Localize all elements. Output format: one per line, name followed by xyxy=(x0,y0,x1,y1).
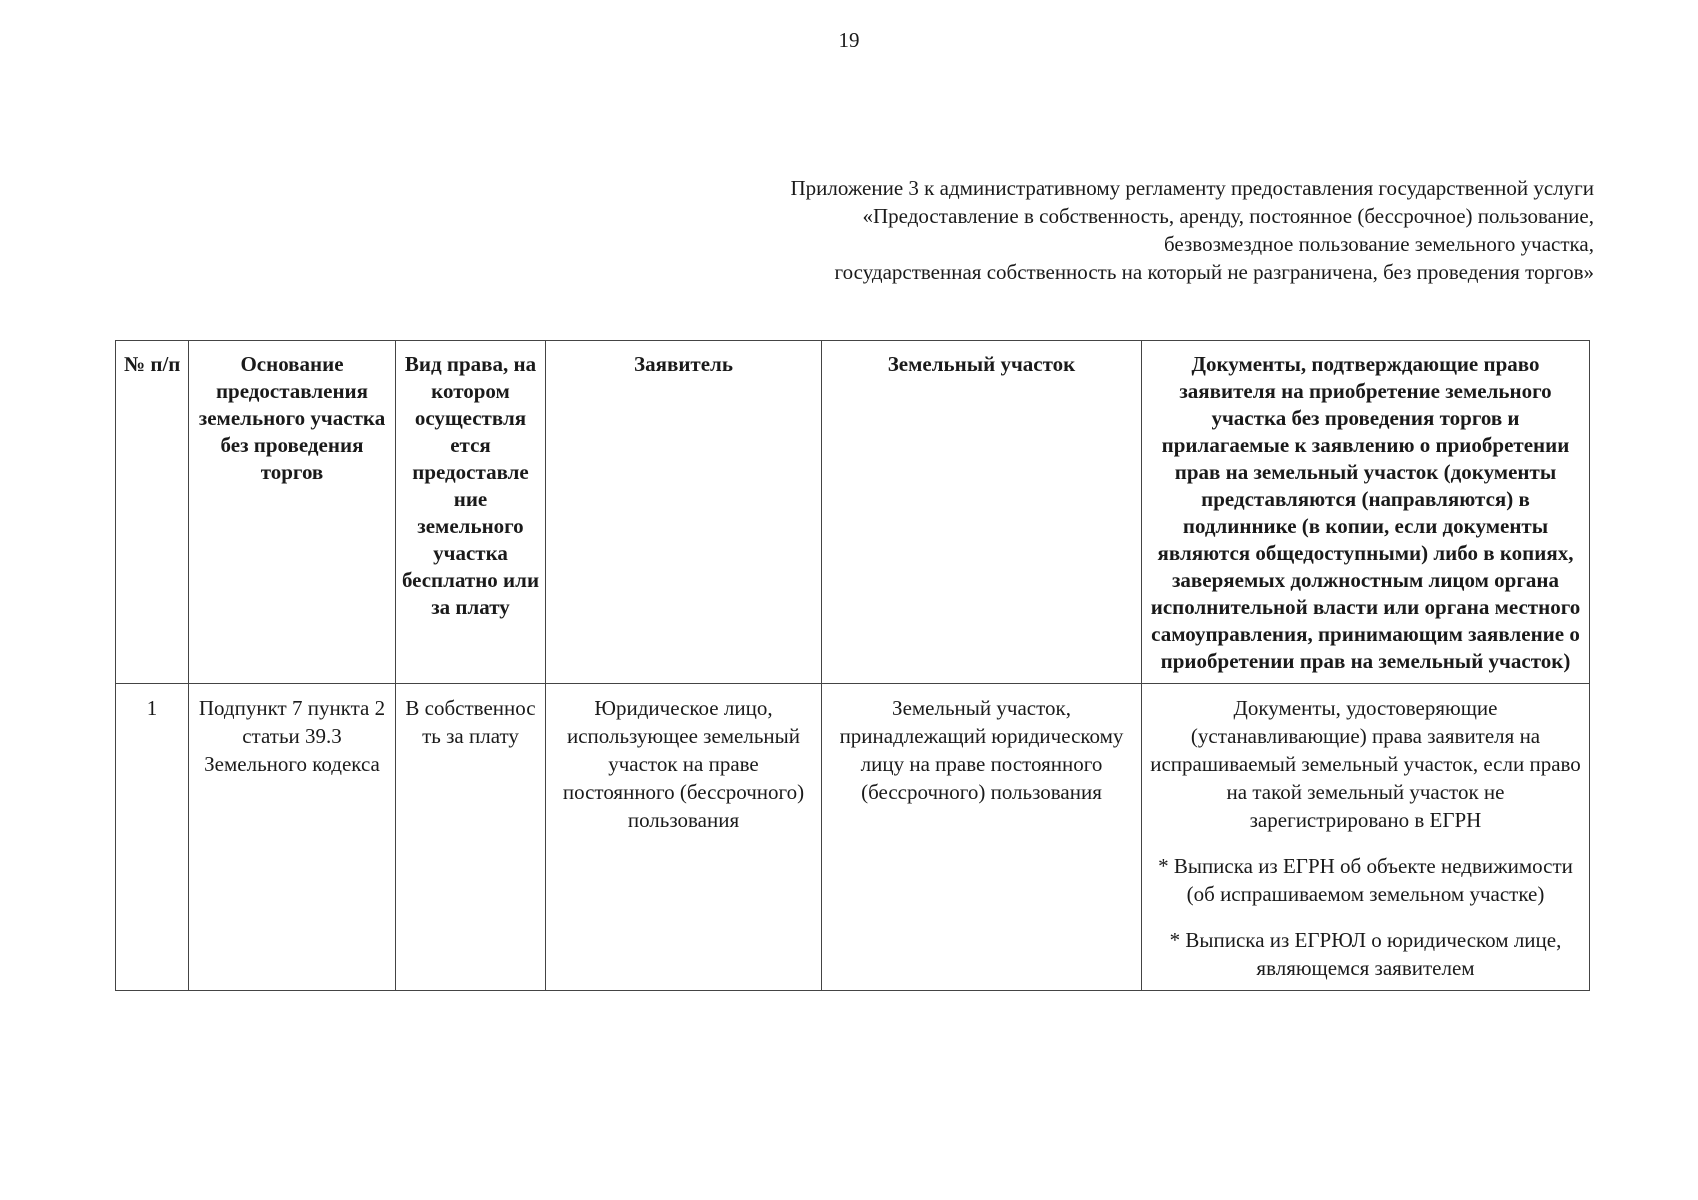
cell-applicant: Юридическое лицо, использующее земельный участок на праве постоянного (бессрочного) пользования xyxy=(546,684,822,991)
appendix-line: Приложение 3 к административному регламенту предоставления государственной услуги xyxy=(790,176,1594,200)
document-item: * Выписка из ЕГРН об объекте недвижимости (об испрашиваемом земельном участке) xyxy=(1158,854,1573,906)
header-right-type: Вид права, на котором осуществля ется предоставле ние земельного участка бесплатно или за плату xyxy=(396,341,546,684)
appendix-line: государственная собственность на который не разграничена, без проведения торгов» xyxy=(834,260,1594,284)
document-item: * Выписка из ЕГРЮЛ о юридическом лице, являющемся заявителем xyxy=(1169,928,1562,980)
page-number: 19 xyxy=(838,28,860,52)
services-table xyxy=(115,340,1590,991)
table-header-row xyxy=(116,341,1590,684)
header-basis: Основание предоставления земельного участка без проведения торгов xyxy=(189,341,396,684)
header-land-plot: Земельный участок xyxy=(822,341,1142,684)
header-applicant: Заявитель xyxy=(546,341,822,684)
cell-right-type: В собственнос ть за плату xyxy=(396,684,546,991)
cell-number: 1 xyxy=(116,684,189,991)
cell-land-plot: Земельный участок, принадлежащий юридическому лицу на праве постоянного (бессрочного) пользования xyxy=(822,684,1142,991)
cell-basis: Подпункт 7 пункта 2 статьи 39.3 Земельного кодекса xyxy=(189,684,396,991)
header-number: № п/п xyxy=(116,341,189,684)
header-documents: Документы, подтверждающие право заявителя на приобретение земельного участка без проведения торгов и прилагаемые к заявлению о приобретении прав на земельный участок (документы представляются (направляются) в подлиннике (в копии, если документы являются общедоступными) либо в копиях, заверяемых должностным лицом органа исполнительной власти или органа местного самоуправления, принимающим заявление о приобретении прав на земельный участок) xyxy=(1142,341,1590,684)
appendix-line: «Предоставление в собственность, аренду, постоянное (бессрочное) пользование, xyxy=(862,204,1594,228)
appendix-heading xyxy=(494,174,1594,286)
document-item: Документы, удостоверяющие (устанавливающие) права заявителя на испрашиваемый земельный участок, если право на такой земельный участок не зарегистрировано в ЕГРН xyxy=(1150,696,1581,832)
appendix-line: безвозмездное пользование земельного участка, xyxy=(1164,232,1594,256)
table-row xyxy=(116,684,1590,991)
cell-documents xyxy=(1142,684,1590,991)
